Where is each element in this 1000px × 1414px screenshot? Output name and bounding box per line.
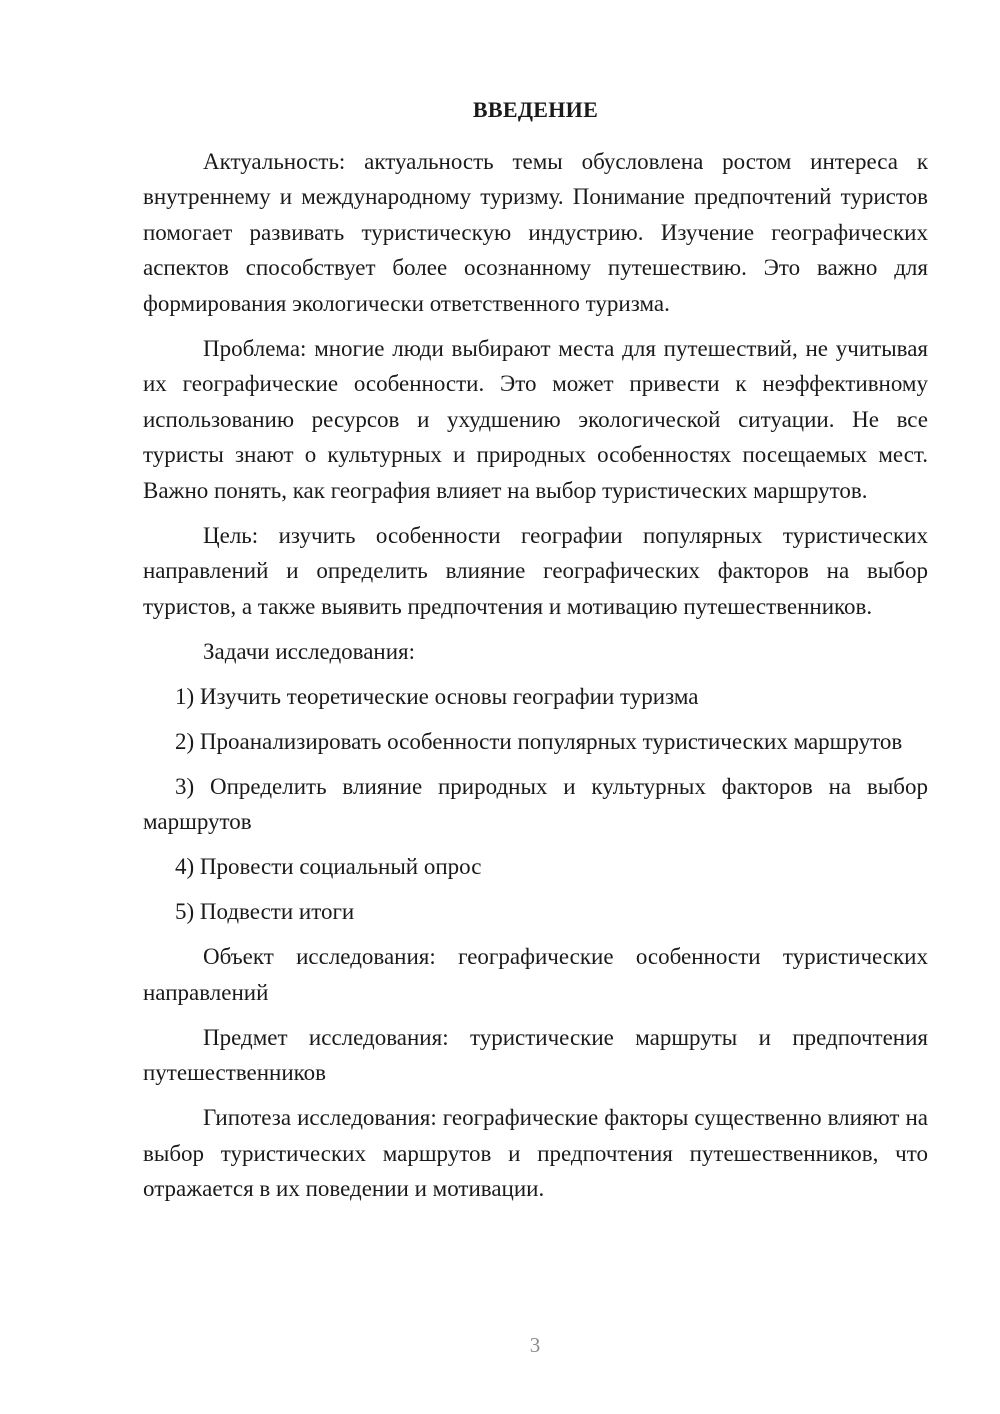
- tasks-heading: Задачи исследования:: [203, 638, 416, 664]
- list-item: 3) Определить влияние природных и культурных факторов на выбор маршрутов: [143, 773, 928, 834]
- object-paragraph: Объект исследования: географические особенности туристических направлений: [143, 944, 928, 1005]
- goal-paragraph: Цель: изучить особенности географии популярных туристических направлений и определить влияние географических факторов на выбор туристов, а также выявить предпочтения и мотивацию путешественников.: [143, 522, 928, 619]
- subject-paragraph: Предмет исследования: туристические маршруты и предпочтения путешественников: [143, 1024, 928, 1085]
- document-page: [143, 92, 928, 1216]
- list-item: 4) Провести социальный опрос: [175, 854, 482, 879]
- hypothesis-paragraph: Гипотеза исследования: географические факторы существенно влияют на выбор туристических маршрутов и предпочтения путешественников, что отражается в их поведении и мотивации.: [143, 1105, 928, 1201]
- list-item: 1) Изучить теоретические основы географии туризма: [175, 683, 699, 709]
- list-item: 5) Подвести итоги: [175, 899, 355, 924]
- problem-paragraph: Проблема: многие люди выбирают места для путешествий, не учитывая их географические особенности. Это может привести к неэффективному использованию ресурсов и ухудшению экологической ситуации. Не все туристы знают о культурных и природных особенностях посещаемых мест. Важно понять, как география влияет на выбор туристических маршрутов.: [143, 335, 928, 503]
- relevance-paragraph: Актуальность: актуальность темы обусловлена ростом интереса к внутреннему и международному туризму. Понимание предпочтений туристов помогает развивать туристическую индустрию. Изучение географических аспектов способствует более осознанному путешествию. Это важно для формирования экологически ответственного туризма.: [143, 148, 928, 316]
- page-title: ВВЕДЕНИЕ: [472, 97, 599, 122]
- list-item: 2) Проанализировать особенности популярных туристических маршрутов: [175, 728, 903, 754]
- page-number: 3: [529, 1333, 541, 1357]
